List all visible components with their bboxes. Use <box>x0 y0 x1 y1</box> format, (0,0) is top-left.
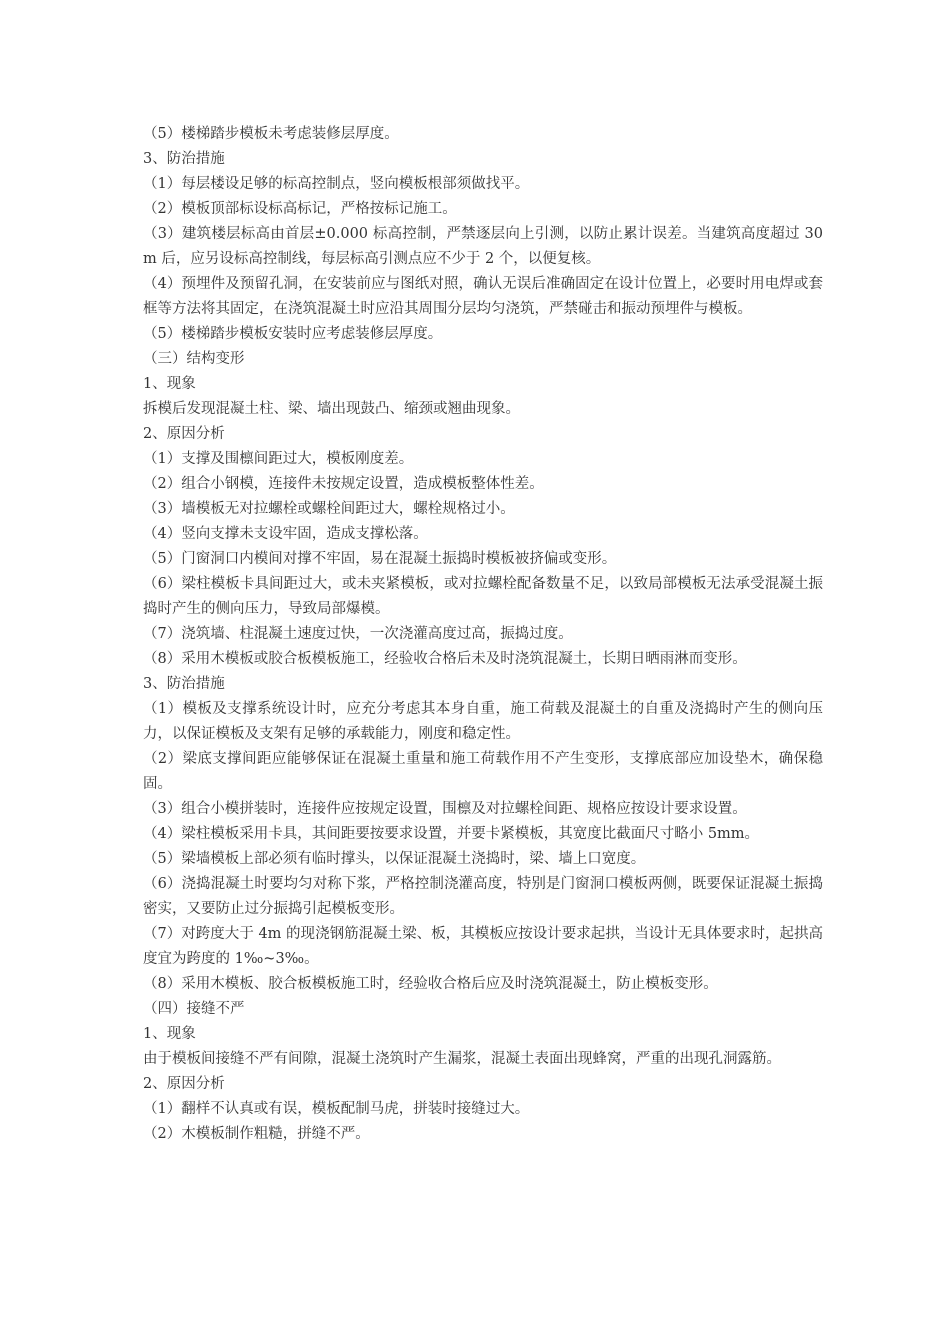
list-item: （6）梁柱模板卡具间距过大，或未夹紧模板，或对拉螺栓配备数量不足，以致局部模板无法承受混凝土振捣时产生的侧向压力，导致局部爆模。 <box>143 576 823 617</box>
list-item: （1）翻样不认真或有误，模板配制马虎，拼装时接缝过大。 <box>143 1101 530 1117</box>
section-heading: 3、防治措施 <box>143 676 225 692</box>
section-heading: 2、原因分析 <box>143 426 225 442</box>
list-item: （7）对跨度大于 4m 的现浇钢筋混凝土梁、板，其模板应按设计要求起拱，当设计无具体要求时，起拱高度宜为跨度的 1‰~3‰。 <box>143 926 823 967</box>
section-heading: 3、防治措施 <box>143 151 225 167</box>
body-paragraph: 由于模板间接缝不严有间隙，混凝土浇筑时产生漏浆，混凝土表面出现蜂窝，严重的出现孔洞露筋。 <box>143 1051 781 1067</box>
list-item: （2）组合小钢模，连接件未按规定设置，造成模板整体性差。 <box>143 476 544 492</box>
list-item: （8）采用木模板、胶合板模板施工时，经验收合格后应及时浇筑混凝土，防止模板变形。 <box>143 976 718 992</box>
list-item: （2）梁底支撑间距应能够保证在混凝土重量和施工荷载作用不产生变形，支撑底部应加设垫木，确保稳固。 <box>143 751 823 792</box>
list-item: （7）浇筑墙、柱混凝土速度过快，一次浇灌高度过高，振捣过度。 <box>143 626 573 642</box>
list-item: （4）竖向支撑未支设牢固，造成支撑松落。 <box>143 526 428 542</box>
list-item: （5）楼梯踏步模板未考虑装修层厚度。 <box>143 126 399 142</box>
section-heading: 1、现象 <box>143 376 196 392</box>
section-title: （四）接缝不严 <box>143 1001 245 1017</box>
list-item: （1）模板及支撑系统设计时，应充分考虑其本身自重，施工荷载及混凝土的自重及浇捣时产生的侧向压力，以保证模板及支架有足够的承载能力，刚度和稳定性。 <box>143 701 823 742</box>
document-page <box>143 122 823 1147</box>
body-paragraph: 拆模后发现混凝土柱、梁、墙出现鼓凸、缩颈或翘曲现象。 <box>143 401 520 417</box>
section-title: （三）结构变形 <box>143 351 245 367</box>
list-item: （5）梁墙模板上部必须有临时撑头，以保证混凝土浇捣时，梁、墙上口宽度。 <box>143 851 646 867</box>
list-item: （8）采用木模板或胶合板模板施工，经验收合格后未及时浇筑混凝土，长期日晒雨淋而变形。 <box>143 651 747 667</box>
list-item: （4）预埋件及预留孔洞，在安装前应与图纸对照，确认无误后准确固定在设计位置上，必要时用电焊或套框等方法将其固定，在浇筑混凝土时应沿其周围分层均匀浇筑，严禁碰击和振动预埋件与模板。 <box>143 276 823 317</box>
list-item: （6）浇捣混凝土时要均匀对称下浆，严格控制浇灌高度，特别是门窗洞口模板两侧，既要保证混凝土振捣密实，又要防止过分振捣引起模板变形。 <box>143 876 823 917</box>
list-item: （2）模板顶部标设标高标记，严格按标记施工。 <box>143 201 457 217</box>
list-item: （3）建筑楼层标高由首层±0.000 标高控制，严禁逐层向上引测，以防止累计误差。当建筑高度超过 30m 后，应另设标高控制线，每层标高引测点应不少于 2 个，以便复核。 <box>143 226 823 267</box>
list-item: （4）梁柱模板采用卡具，其间距要按要求设置，并要卡紧模板，其宽度比截面尺寸略小 5mm。 <box>143 826 760 842</box>
list-item: （3）组合小模拼装时，连接件应按规定设置，围檩及对拉螺栓间距、规格应按设计要求设置。 <box>143 801 747 817</box>
section-heading: 2、原因分析 <box>143 1076 225 1092</box>
list-item: （5）门窗洞口内模间对撑不牢固，易在混凝土振捣时模板被挤偏或变形。 <box>143 551 617 567</box>
list-item: （2）木模板制作粗糙，拼缝不严。 <box>143 1126 370 1142</box>
list-item: （1）每层楼设足够的标高控制点，竖向模板根部须做找平。 <box>143 176 530 192</box>
list-item: （1）支撑及围檩间距过大，模板刚度差。 <box>143 451 414 467</box>
list-item: （3）墙模板无对拉螺栓或螺栓间距过大，螺栓规格过小。 <box>143 501 515 517</box>
list-item: （5）楼梯踏步模板安装时应考虑装修层厚度。 <box>143 326 443 342</box>
section-heading: 1、现象 <box>143 1026 196 1042</box>
